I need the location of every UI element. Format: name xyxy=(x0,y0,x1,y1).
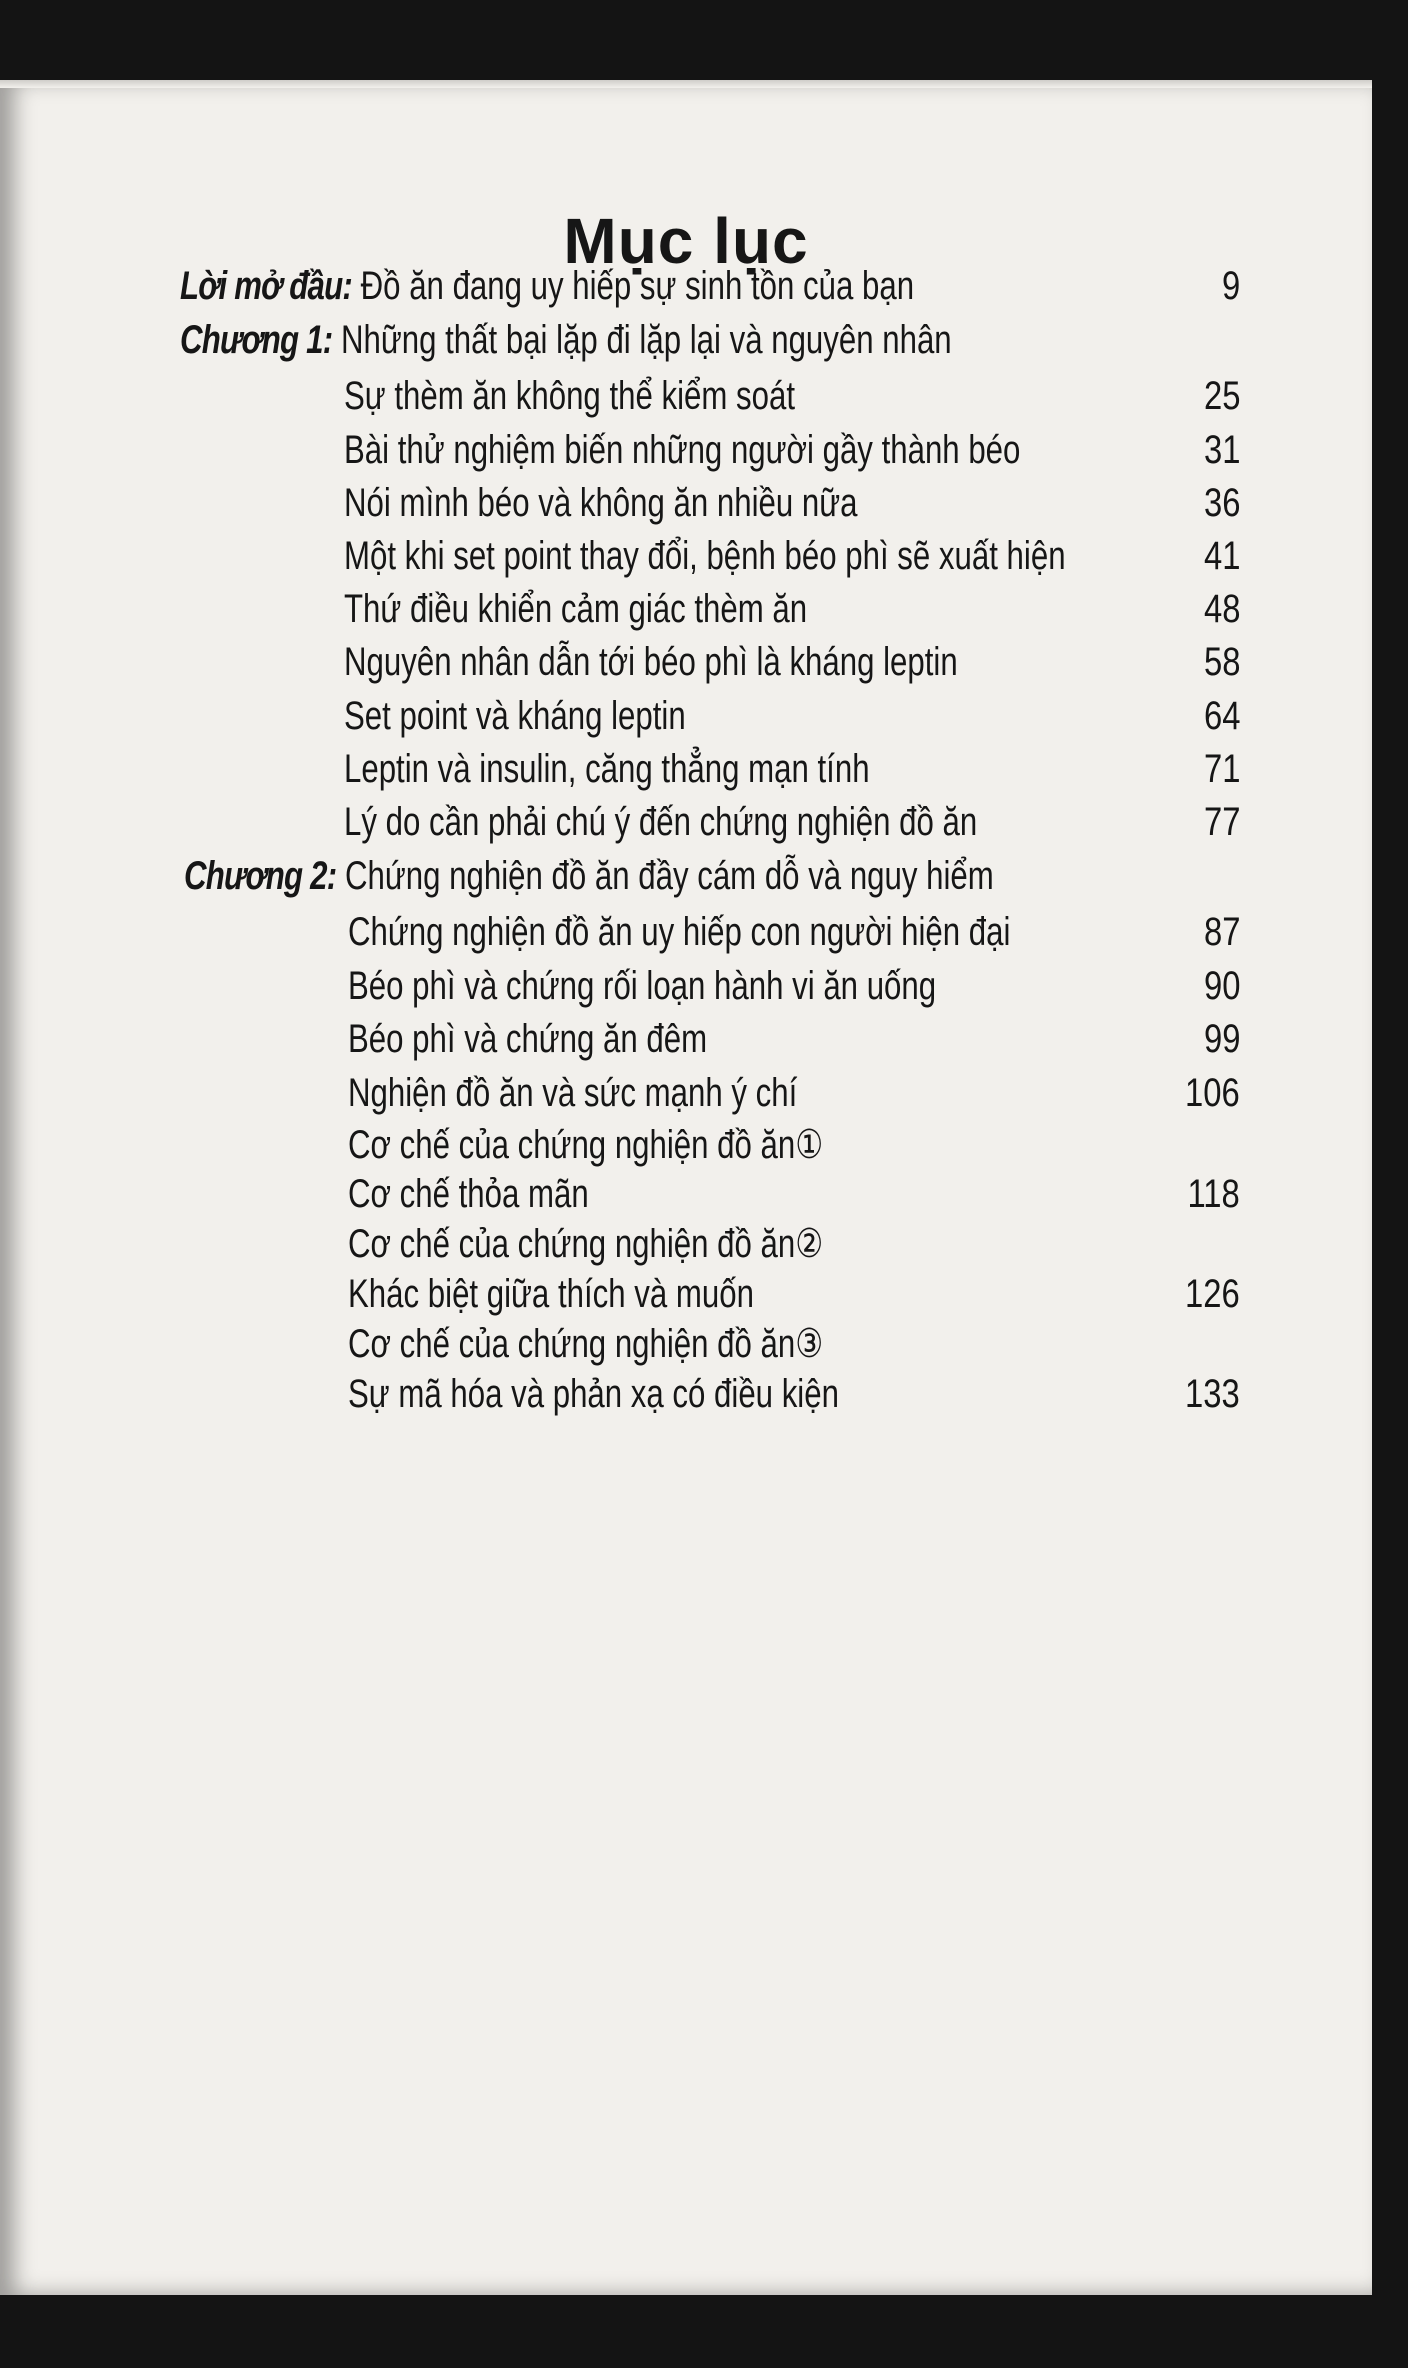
page-number: 36 xyxy=(1203,481,1240,525)
page-number: 90 xyxy=(1203,964,1240,1008)
toc-entry[interactable] xyxy=(0,902,1372,962)
toc-entry-subtitle: Cơ chế thỏa mãn xyxy=(348,1172,589,1216)
chapter-1-title: Những thất bại lặp đi lặp lại và nguyên nhân xyxy=(340,318,952,362)
toc-entry-title: Nói mình béo và không ăn nhiều nữa xyxy=(344,481,858,525)
toc-entry-subtitle: Sự mã hóa và phản xạ có điều kiện xyxy=(348,1372,839,1416)
page-number: 133 xyxy=(1185,1372,1240,1416)
page-number: 77 xyxy=(1203,800,1240,844)
book-page xyxy=(0,80,1372,2295)
page-number: 126 xyxy=(1185,1272,1240,1316)
intro-label: Lời mở đầu: xyxy=(180,264,352,308)
toc-entry-title: Thứ điều khiển cảm giác thèm ăn xyxy=(344,587,808,631)
page-number: 25 xyxy=(1203,374,1240,418)
toc-entry[interactable] xyxy=(0,579,1372,639)
page-title: Mục lục xyxy=(563,205,809,277)
toc-chapter-1[interactable] xyxy=(0,310,1372,370)
toc-entry-title: Bài thử nghiệm biến những người gầy thành béo xyxy=(344,428,1021,472)
toc-entry[interactable] xyxy=(0,366,1372,426)
toc-entry[interactable] xyxy=(0,792,1372,852)
page-number: 41 xyxy=(1203,534,1240,578)
page-number: 106 xyxy=(1185,1071,1240,1115)
chapter-2-title: Chứng nghiện đồ ăn đầy cám dỗ và nguy hiểm xyxy=(344,854,994,898)
toc-entry[interactable] xyxy=(0,473,1372,533)
toc-entry[interactable] xyxy=(0,526,1372,586)
toc-entry-subtitle: Khác biệt giữa thích và muốn xyxy=(348,1272,754,1316)
toc-entry-title: Béo phì và chứng rối loạn hành vi ăn uống xyxy=(348,964,937,1008)
toc-entry[interactable] xyxy=(0,956,1372,1016)
toc-entry-title: Một khi set point thay đổi, bệnh béo phì sẽ xuất hiện xyxy=(344,534,1066,578)
toc-entry-title: Cơ chế của chứng nghiện đồ ăn① xyxy=(348,1123,824,1167)
toc-entry-title: Leptin và insulin, căng thẳng mạn tính xyxy=(344,747,870,791)
toc-entry-title: Lý do cần phải chú ý đến chứng nghiện đồ ăn xyxy=(344,800,978,844)
page-number: 9 xyxy=(1221,264,1240,308)
page-number: 71 xyxy=(1203,747,1240,791)
page-number: 118 xyxy=(1187,1172,1240,1216)
page-number: 58 xyxy=(1203,640,1240,684)
chapter-1-label: Chương 1: xyxy=(180,318,333,362)
toc-entry-title: Set point và kháng leptin xyxy=(344,694,686,738)
toc-entry[interactable] xyxy=(0,420,1372,480)
toc-entry-intro[interactable] xyxy=(0,256,1372,316)
toc-chapter-2[interactable] xyxy=(0,846,1372,906)
toc-entry[interactable] xyxy=(0,632,1372,692)
toc-entry-title: Cơ chế của chứng nghiện đồ ăn③ xyxy=(348,1322,824,1366)
page-number: 64 xyxy=(1203,694,1240,738)
chapter-2-label: Chương 2: xyxy=(184,854,337,898)
toc-entry[interactable] xyxy=(0,686,1372,746)
toc-entry-title: Nghiện đồ ăn và sức mạnh ý chí xyxy=(348,1071,798,1115)
page-number: 48 xyxy=(1203,587,1240,631)
toc-entry-title: Cơ chế của chứng nghiện đồ ăn② xyxy=(348,1222,824,1266)
toc-entry[interactable] xyxy=(0,1063,1372,1123)
toc-entry-line-2[interactable] xyxy=(0,1364,1372,1424)
toc-entry[interactable] xyxy=(0,1009,1372,1069)
toc-entry-title: Chứng nghiện đồ ăn uy hiếp con người hiện đại xyxy=(348,910,1011,954)
page-number: 87 xyxy=(1203,910,1240,954)
toc-entry-title: Sự thèm ăn không thể kiểm soát xyxy=(344,374,795,418)
toc-entry-title: Nguyên nhân dẫn tới béo phì là kháng leptin xyxy=(344,640,958,684)
page-number: 31 xyxy=(1203,428,1240,472)
toc-entry-title: Béo phì và chứng ăn đêm xyxy=(348,1017,708,1061)
toc-entry[interactable] xyxy=(0,739,1372,799)
page-number: 99 xyxy=(1203,1017,1240,1061)
table-of-contents xyxy=(0,80,1372,2295)
intro-title: Đồ ăn đang uy hiếp sự sinh tồn của bạn xyxy=(360,264,915,308)
